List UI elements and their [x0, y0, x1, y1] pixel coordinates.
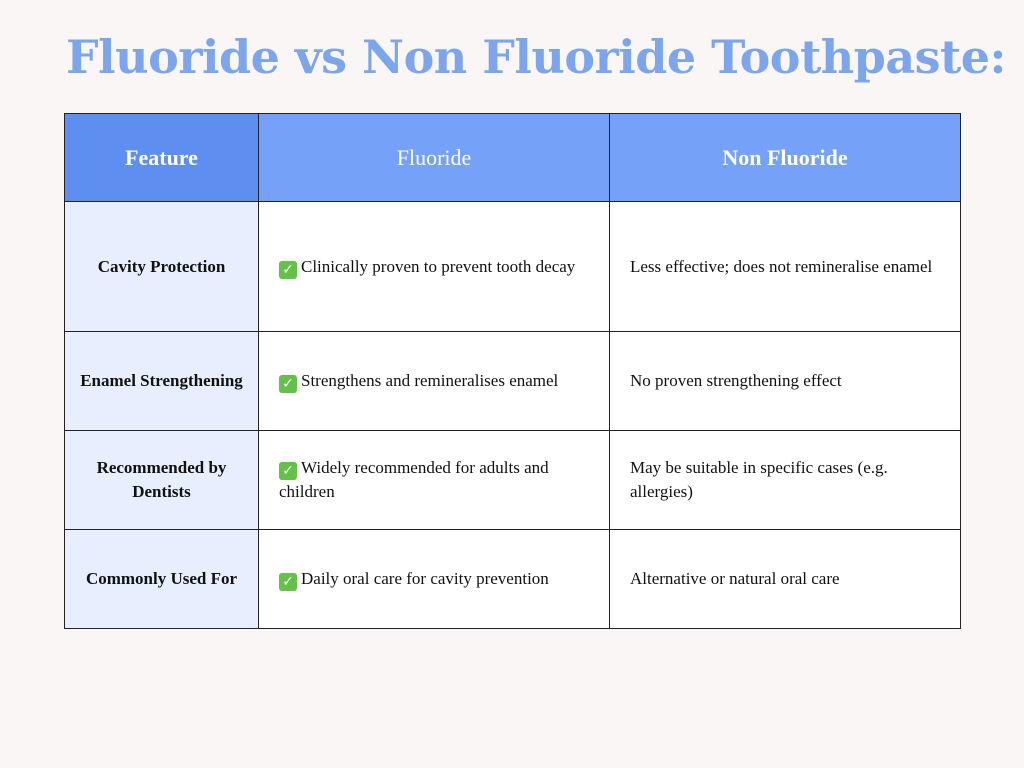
fluoride-cell: [259, 530, 610, 629]
fluoride-cell: [259, 202, 610, 332]
feature-cell: Cavity Protection: [65, 202, 259, 332]
fluoride-text: Clinically proven to prevent tooth decay: [301, 256, 576, 276]
page-title: Fluoride vs Non Fluoride Toothpaste:: [66, 30, 1007, 84]
fluoride-cell: [259, 431, 610, 530]
header-fluoride: Fluoride: [259, 114, 610, 202]
table-row: [65, 332, 961, 431]
non-fluoride-cell: Less effective; does not remineralise enamel: [610, 202, 961, 332]
check-mark-icon: ✓: [279, 573, 297, 591]
fluoride-cell: [259, 332, 610, 431]
table-row: [65, 530, 961, 629]
check-mark-icon: ✓: [279, 261, 297, 279]
feature-cell: Enamel Strengthening: [65, 332, 259, 431]
non-fluoride-cell: Alternative or natural oral care: [610, 530, 961, 629]
fluoride-text: Strengthens and remineralises enamel: [301, 371, 559, 390]
table-row: [65, 431, 961, 530]
fluoride-text: Daily oral care for cavity prevention: [301, 569, 549, 588]
fluoride-text: Widely recommended for adults and children: [279, 458, 549, 501]
feature-cell: Commonly Used For: [65, 530, 259, 629]
header-feature: Feature: [65, 114, 259, 202]
non-fluoride-cell: May be suitable in specific cases (e.g. allergies): [610, 431, 961, 530]
comparison-table: [64, 113, 961, 629]
feature-cell: Recommended by Dentists: [65, 431, 259, 530]
table-header-row: [65, 114, 961, 202]
check-mark-icon: ✓: [279, 462, 297, 480]
non-fluoride-cell: No proven strengthening effect: [610, 332, 961, 431]
check-mark-icon: ✓: [279, 375, 297, 393]
header-non-fluoride: Non Fluoride: [610, 114, 961, 202]
table-row: [65, 202, 961, 332]
